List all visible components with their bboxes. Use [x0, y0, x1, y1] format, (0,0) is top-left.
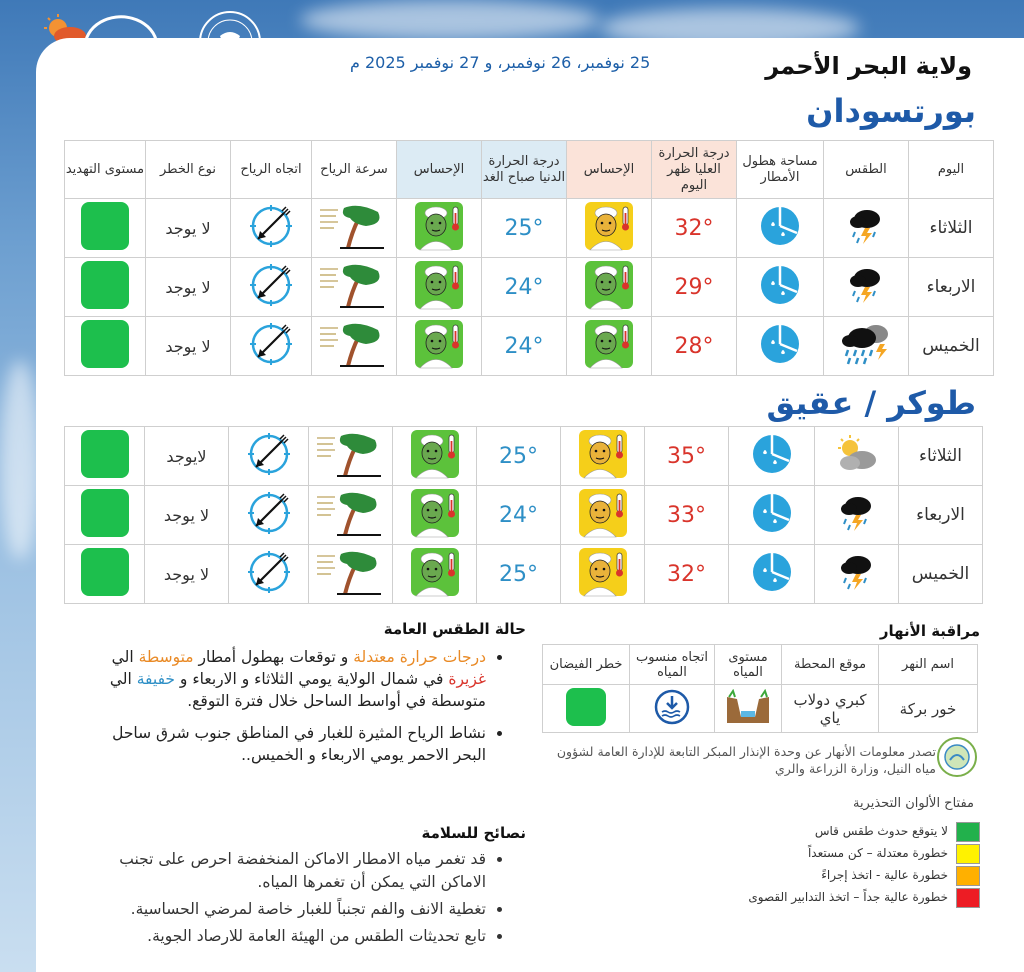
legend-swatch	[956, 888, 980, 908]
feel-min-cell	[397, 317, 482, 376]
wind-dir-cell	[231, 199, 312, 258]
safety-title: نصائح للسلامة	[421, 824, 526, 842]
wind-direction-icon	[246, 431, 292, 477]
text-span: و توقعات بهطول أمطار	[193, 648, 354, 666]
medium-rain-text: متوسطة	[138, 648, 194, 666]
safety-tips	[88, 848, 508, 952]
river-table	[542, 644, 978, 733]
feel-max-cell	[567, 258, 652, 317]
wind-speed-cell	[312, 317, 397, 376]
col-feel-max: الإحساس	[567, 141, 652, 199]
safety-item: • تابع تحديثات الطقس من الهيئة العامة للارصاد الجوية.	[88, 925, 486, 948]
threat-level-badge	[81, 320, 129, 368]
threat-cell	[65, 427, 145, 486]
weather-cell	[815, 486, 899, 545]
feel-min-cell	[393, 427, 477, 486]
feel-face-green-icon	[410, 464, 460, 483]
rain-area-cell	[737, 317, 824, 376]
wind-dir-cell	[231, 317, 312, 376]
hazard-type: لا يوجد	[146, 317, 231, 376]
text-span: الي	[111, 648, 139, 666]
legend-swatch	[956, 844, 980, 864]
wind-direction-icon	[248, 203, 294, 249]
rv-station-name: كبري دولاب ياي	[782, 685, 879, 733]
legend-label: خطورة عالية - اتخذ إجراءً	[821, 868, 948, 882]
flood-risk-badge	[566, 688, 606, 726]
wind-dir-cell	[231, 258, 312, 317]
wind-tree-icon	[318, 202, 390, 250]
threat-level-badge	[81, 489, 129, 537]
feel-max-cell	[567, 317, 652, 376]
weather-cell	[824, 199, 909, 258]
col-day: اليوم	[909, 141, 994, 199]
min-temp: 24°	[482, 258, 567, 317]
day-name: الخميس	[909, 317, 994, 376]
feel-face-yellow-icon	[578, 523, 628, 542]
wind-dir-cell	[229, 486, 309, 545]
safety-item: • تغطية الانف والفم تجنباً للغبار خاصة لمرضي الحساسية.	[88, 898, 486, 921]
max-temp: 32°	[652, 199, 737, 258]
max-temp: 29°	[652, 258, 737, 317]
ministry-seal-icon	[936, 736, 978, 778]
feel-min-cell	[393, 545, 477, 604]
hazard-type: لا يوجد	[145, 545, 229, 604]
wind-direction-icon	[246, 549, 292, 595]
river-bank-icon	[725, 689, 771, 725]
forecast-row	[65, 199, 994, 258]
col-rain-area: مساحة هطول الأمطار	[737, 141, 824, 199]
threat-level-badge	[81, 202, 129, 250]
wind-dir-cell	[229, 545, 309, 604]
wind-direction-icon	[248, 321, 294, 367]
col-feel-min: الإحساس	[397, 141, 482, 199]
rv-trend-cell	[630, 685, 715, 733]
min-temp: 25°	[477, 545, 561, 604]
wind-direction-icon	[248, 262, 294, 308]
rv-col-river: اسم النهر	[879, 645, 978, 685]
warning-color-legend	[700, 796, 980, 908]
state-title: ولاية البحر الأحمر	[765, 52, 972, 80]
general-bullet-2: • نشاط الرياح المثيرة للغبار في المناطق جنوب شرق ساحل البحر الاحمر يومي الاربعاء و الخميس..	[88, 722, 486, 766]
rain-area-icon	[759, 323, 801, 365]
hazard-type: لا يوجد	[146, 258, 231, 317]
legend-item	[700, 864, 980, 886]
wind-speed-cell	[312, 258, 397, 317]
feel-min-cell	[397, 199, 482, 258]
wind-direction-icon	[246, 490, 292, 536]
threat-level-badge	[81, 261, 129, 309]
heavy-thunderstorm-icon	[838, 351, 894, 370]
rv-river-name: خور بركة	[879, 685, 978, 733]
max-temp: 35°	[645, 427, 729, 486]
day-name: الاربعاء	[899, 486, 983, 545]
wind-speed-cell	[309, 427, 393, 486]
rain-area-cell	[729, 545, 815, 604]
rain-area-icon	[751, 433, 793, 475]
min-temp: 25°	[477, 427, 561, 486]
feel-max-cell	[561, 545, 645, 604]
forecast-row	[65, 545, 983, 604]
threat-level-badge	[81, 548, 129, 596]
feel-face-green-icon	[410, 523, 460, 542]
min-temp: 24°	[482, 317, 567, 376]
wind-speed-cell	[309, 545, 393, 604]
thunder-rain-cloud-icon	[836, 518, 878, 537]
hazard-type: لا يوجد	[145, 486, 229, 545]
thunder-rain-cloud-icon	[836, 577, 878, 596]
day-name: الثلاثاء	[899, 427, 983, 486]
day-name: الثلاثاء	[909, 199, 994, 258]
threat-cell	[65, 545, 145, 604]
partly-cloudy-icon	[834, 459, 880, 478]
feel-max-cell	[561, 486, 645, 545]
wind-tree-icon	[318, 320, 390, 368]
day-name: الخميس	[899, 545, 983, 604]
text-span: في شمال الولاية يومي الثلاثاء و الاربعاء و	[175, 670, 449, 688]
weather-cell	[815, 427, 899, 486]
feel-face-green-icon	[414, 295, 464, 314]
col-threat: مستوى التهديد	[65, 141, 146, 199]
rv-flood-cell	[543, 685, 630, 733]
forecast-dates: 25 نوفمبر، 26 نوفمبر، و 27 نوفمبر 2025 م	[350, 53, 651, 72]
forecast-table-tokar	[64, 426, 983, 604]
forecast-row	[65, 317, 994, 376]
threat-cell	[65, 317, 146, 376]
threat-cell	[65, 258, 146, 317]
weather-cell	[824, 258, 909, 317]
rain-area-icon	[759, 264, 801, 306]
hazard-type: لا يوجد	[146, 199, 231, 258]
thunder-rain-cloud-icon	[845, 290, 887, 309]
min-temp: 25°	[482, 199, 567, 258]
rv-col-flood: خطر الفيضان	[543, 645, 630, 685]
forecast-row	[65, 427, 983, 486]
forecast-row	[65, 258, 994, 317]
river-monitoring-title: مراقبة الأنهار	[879, 622, 980, 640]
rv-level-cell	[715, 685, 782, 733]
rain-area-cell	[729, 427, 815, 486]
col-wind-dir: اتجاه الرياح	[231, 141, 312, 199]
rv-col-station: موقع المحطة	[782, 645, 879, 685]
feel-face-yellow-icon	[584, 236, 634, 255]
col-weather: الطقس	[824, 141, 909, 199]
city-title-tokar: طوكر / عقيق	[766, 384, 976, 422]
city-title-portsudan: بورتسودان	[806, 92, 976, 130]
legend-title: مفتاح الألوان التحذيرية	[852, 796, 974, 811]
hazard-type: لايوجد	[145, 427, 229, 486]
col-wind-speed: سرعة الرياح	[312, 141, 397, 199]
max-temp: 28°	[652, 317, 737, 376]
legend-item	[700, 842, 980, 864]
feel-face-green-icon	[414, 236, 464, 255]
rain-area-icon	[751, 492, 793, 534]
feel-face-green-icon	[410, 582, 460, 601]
weather-cell	[815, 545, 899, 604]
wind-tree-icon	[318, 261, 390, 309]
thunder-rain-cloud-icon	[845, 231, 887, 250]
col-tmax: درجة الحرارة العليا ظهر اليوم	[652, 141, 737, 199]
feel-face-yellow-icon	[578, 464, 628, 483]
feel-face-yellow-icon	[578, 582, 628, 601]
safety-item: • قد تغمر مياه الامطار الاماكن المنخفضة احرص على تجنب الاماكن التي يمكن أن تغمرها المياه.	[88, 848, 486, 894]
threat-cell	[65, 199, 146, 258]
general-weather-title: حالة الطقس العامة	[383, 620, 526, 638]
legend-label: لا يتوقع حدوث طقس قاس	[814, 824, 948, 838]
day-name: الاربعاء	[909, 258, 994, 317]
feel-face-green-icon	[584, 354, 634, 373]
legend-label: خطورة معتدلة – كن مستعداً	[807, 846, 948, 860]
general-weather-text	[88, 646, 508, 776]
feel-min-cell	[397, 258, 482, 317]
max-temp: 33°	[645, 486, 729, 545]
rain-area-cell	[729, 486, 815, 545]
heavy-rain-text: غزيرة	[448, 670, 486, 688]
forecast-row	[65, 486, 983, 545]
legend-item	[700, 886, 980, 908]
wind-speed-cell	[309, 486, 393, 545]
wind-tree-icon	[315, 430, 387, 478]
rain-area-cell	[737, 199, 824, 258]
moderate-temp-text: درجات حرارة معتدلة	[353, 648, 486, 666]
rv-col-trend: اتجاه منسوب المياه	[630, 645, 715, 685]
min-temp: 24°	[477, 486, 561, 545]
rain-area-icon	[751, 551, 793, 593]
feel-face-green-icon	[414, 354, 464, 373]
general-bullet-1	[88, 646, 486, 712]
river-source-note: تصدر معلومات الأنهار عن وحدة الإنذار المبكر التابعة للإدارة العامة لشؤون مياه النيل، وزارة الزراعة والري	[556, 744, 936, 776]
threat-level-badge	[81, 430, 129, 478]
legend-swatch	[956, 866, 980, 886]
water-level-down-icon	[653, 688, 691, 726]
legend-label: خطورة عالية جداً – اتخذ التدابير القصوى	[748, 890, 948, 904]
rv-col-level: مستوى المياه	[715, 645, 782, 685]
max-temp: 32°	[645, 545, 729, 604]
light-rain-text: خفيفة	[136, 670, 175, 688]
wind-dir-cell	[229, 427, 309, 486]
feel-face-green-icon	[584, 295, 634, 314]
col-tmin: درجة الحرارة الدنيا صباح الغد	[482, 141, 567, 199]
wind-tree-icon	[315, 489, 387, 537]
wind-speed-cell	[312, 199, 397, 258]
rain-area-cell	[737, 258, 824, 317]
wind-tree-icon	[315, 548, 387, 596]
forecast-table-portsudan	[64, 140, 994, 376]
legend-item	[700, 820, 980, 842]
col-hazard: نوع الخطر	[146, 141, 231, 199]
feel-max-cell	[561, 427, 645, 486]
threat-cell	[65, 486, 145, 545]
feel-max-cell	[567, 199, 652, 258]
legend-swatch	[956, 822, 980, 842]
text-span: الي متوسطة في أواسط الساحل خلال فترة التوقع.	[109, 670, 486, 710]
rain-area-icon	[759, 205, 801, 247]
weather-cell	[824, 317, 909, 376]
feel-min-cell	[393, 486, 477, 545]
